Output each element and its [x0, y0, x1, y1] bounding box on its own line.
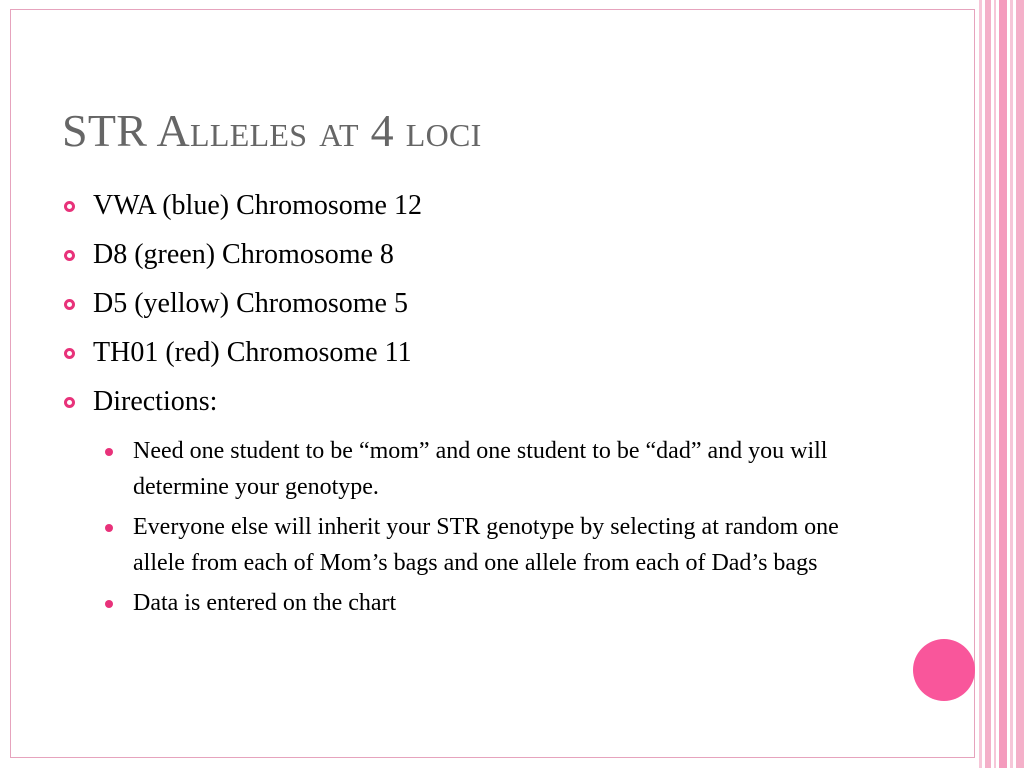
ring-bullet-icon [64, 348, 75, 359]
decorative-stripe [994, 0, 996, 768]
decorative-stripe [1010, 0, 1013, 768]
slide-title: STR Alleles at 4 loci [62, 105, 482, 156]
sub-bullet-text: Everyone else will inherit your STR genotype by selecting at random one allele from each of Mom’s bags and one allele from each of Dad’s bags [133, 514, 839, 576]
sub-bullet-list [105, 433, 924, 621]
frame-right-line [974, 9, 975, 758]
decorative-stripe [985, 0, 991, 768]
decorative-stripe [1016, 0, 1024, 768]
slide-content [64, 188, 924, 625]
sub-bullet-item [105, 433, 924, 505]
decorative-stripe [979, 0, 982, 768]
bullet-text: TH01 (red) Chromosome 11 [93, 337, 412, 368]
ring-bullet-icon [64, 397, 75, 408]
bullet-text: Directions: [93, 386, 218, 417]
bullet-text: D5 (yellow) Chromosome 5 [93, 288, 408, 319]
ring-bullet-icon [64, 250, 75, 261]
frame-top-line [10, 9, 974, 10]
bullet-item [64, 286, 924, 322]
ring-bullet-icon [64, 201, 75, 212]
bullet-text: D8 (green) Chromosome 8 [93, 239, 394, 270]
bullet-item [64, 335, 924, 371]
sub-bullet-text: Need one student to be “mom” and one student to be “dad” and you will determine your genotype. [133, 438, 828, 500]
bullet-text: VWA (blue) Chromosome 12 [93, 190, 422, 221]
bullet-item [64, 384, 924, 420]
dot-bullet-icon [105, 524, 113, 532]
dot-bullet-icon [105, 448, 113, 456]
ring-bullet-icon [64, 299, 75, 310]
frame-bottom-line [10, 757, 974, 758]
sub-bullet-text: Data is entered on the chart [133, 590, 397, 616]
sub-bullet-item [105, 585, 924, 621]
decorative-stripe [999, 0, 1007, 768]
frame-left-line [10, 9, 11, 758]
bullet-item [64, 188, 924, 224]
bullet-item [64, 237, 924, 273]
sub-bullet-item [105, 509, 924, 581]
decorative-circle [913, 639, 975, 701]
dot-bullet-icon [105, 600, 113, 608]
